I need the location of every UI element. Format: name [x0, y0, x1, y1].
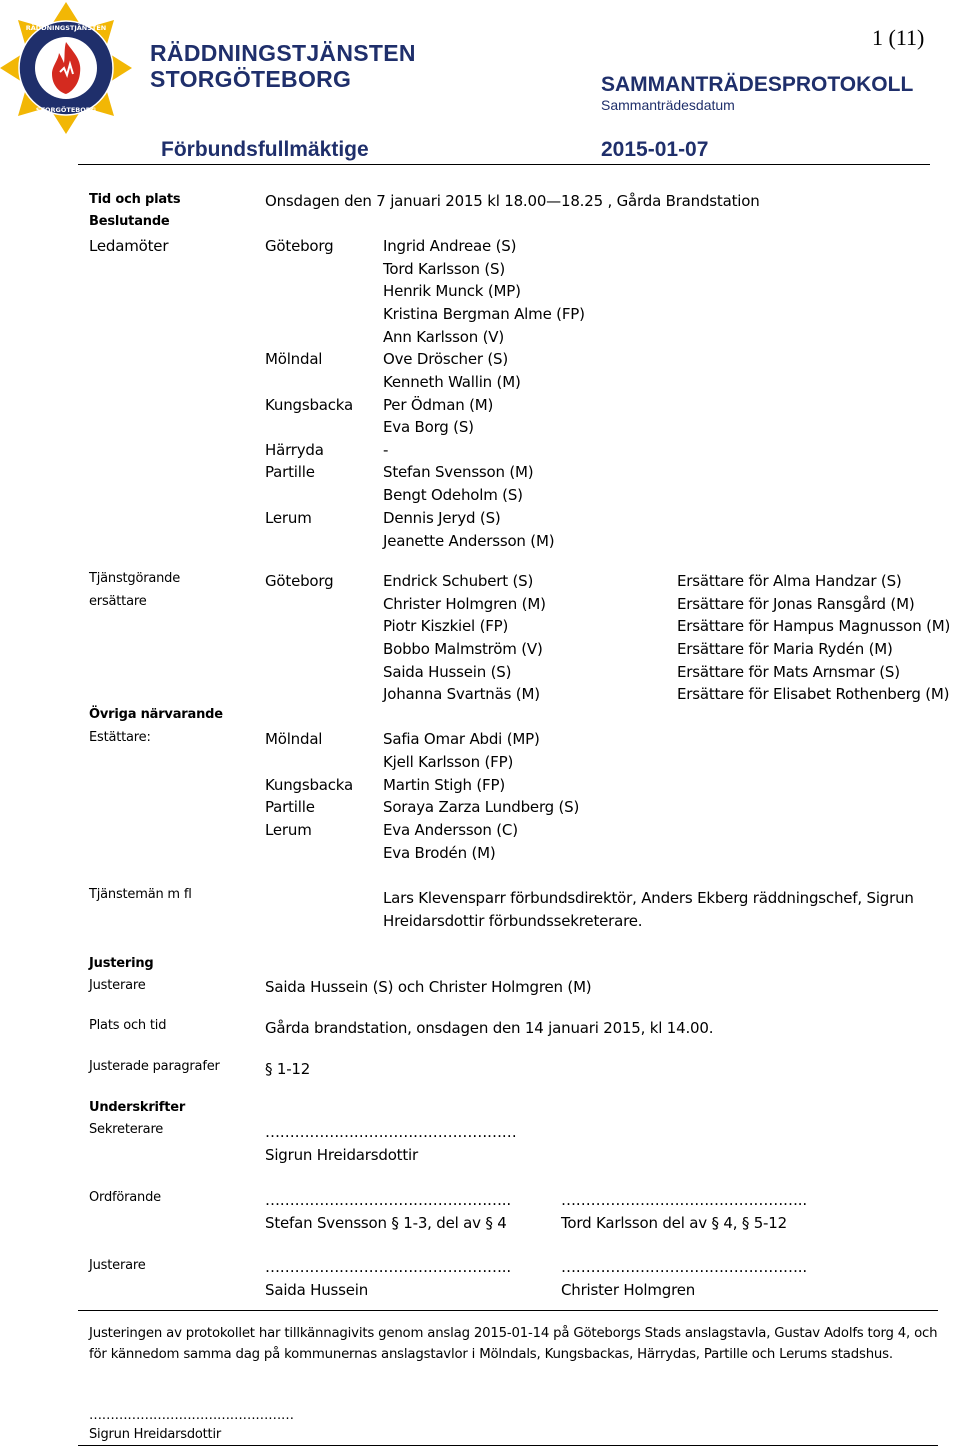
member-name: Eva Borg (S) [383, 418, 474, 436]
member-name: Ingrid Andreae (S) [383, 237, 517, 255]
ledamoter-municipality: Lerum [265, 509, 312, 527]
page-number: 1 (11) [872, 25, 925, 50]
attendee-name: Eva Andersson (C) [383, 821, 518, 839]
member-name: Jeanette Andersson (M) [383, 532, 555, 550]
tjanstgorande-municipality: Göteborg [265, 572, 334, 590]
member-name: Dennis Jeryd (S) [383, 509, 501, 527]
ledamoter-municipality: Mölndal [265, 350, 323, 368]
sekreterare-label: Sekreterare [89, 1122, 164, 1137]
logo-emblem [0, 0, 136, 138]
attendee-name: Eva Brodén (M) [383, 844, 496, 862]
substitute-name: Piotr Kiszkiel (FP) [383, 617, 509, 635]
signature-name: Sigrun Hreidarsdottir [265, 1146, 418, 1164]
member-name: Kristina Bergman Alme (FP) [383, 305, 585, 323]
estattare-label: Estättare: [89, 730, 151, 745]
ledamoter-municipality: Göteborg [265, 237, 334, 255]
signature-line: ………………………………………….. [561, 1258, 807, 1276]
substitute-for: Ersättare för Alma Handzar (S) [677, 572, 902, 590]
header-rule [78, 164, 930, 165]
attendee-name: Martin Stigh (FP) [383, 776, 505, 794]
member-name: - [383, 441, 389, 459]
justerare-value: Saida Hussein (S) och Christer Holmgren (M) [265, 978, 592, 996]
substitute-name: Bobbo Malmström (V) [383, 640, 543, 658]
substitute-for: Ersättare för Maria Rydén (M) [677, 640, 893, 658]
member-name: Kenneth Wallin (M) [383, 373, 521, 391]
member-name: Ove Dröscher (S) [383, 350, 509, 368]
paragrafer-value: § 1-12 [265, 1060, 311, 1078]
ledamoter-label: Ledamöter [89, 237, 169, 255]
justering-heading: Justering [89, 956, 154, 971]
org-name-line-1: RÄDDNINGSTJÄNSTEN [150, 40, 416, 66]
member-name: Stefan Svensson (M) [383, 463, 534, 481]
time-place-value: Onsdagen den 7 januari 2015 kl 18.00—18.25 , Gårda Brandstation [265, 192, 760, 210]
substitute-for: Ersättare för Mats Arnsmar (S) [677, 663, 900, 681]
substitute-name: Endrick Schubert (S) [383, 572, 534, 590]
ledamoter-municipality: Härryda [265, 441, 324, 459]
estattare-municipality: Lerum [265, 821, 312, 839]
substitute-name: Christer Holmgren (M) [383, 595, 546, 613]
member-name: Bengt Odeholm (S) [383, 486, 523, 504]
org-name-line-2: STORGÖTEBORG [150, 66, 352, 92]
plats-value: Gårda brandstation, onsdagen den 14 januari 2015, kl 14.00. [265, 1019, 714, 1037]
member-name: Per Ödman (M) [383, 396, 494, 414]
tjansteman-label: Tjänstemän m fl [89, 887, 192, 902]
body-name: Förbundsfullmäktige [161, 138, 369, 161]
estattare-municipality: Partille [265, 798, 315, 816]
underskrifter-heading: Underskrifter [89, 1100, 186, 1115]
estattare-municipality: Kungsbacka [265, 776, 354, 794]
member-name: Ann Karlsson (V) [383, 328, 504, 346]
substitute-for: Ersättare för Hampus Magnusson (M) [677, 617, 951, 635]
attendee-name: Safia Omar Abdi (MP) [383, 730, 540, 748]
tjanstgorande-label-2: ersättare [89, 594, 147, 609]
signature-name: Christer Holmgren [561, 1281, 696, 1299]
estattare-municipality: Mölndal [265, 730, 323, 748]
date-label: Sammanträdesdatum [601, 97, 735, 113]
member-name: Tord Karlsson (S) [383, 260, 505, 278]
signature-name: Tord Karlsson del av § 4, § 5-12 [561, 1214, 787, 1232]
ledamoter-municipality: Kungsbacka [265, 396, 354, 414]
attendee-name: Soraya Zarza Lundberg (S) [383, 798, 580, 816]
logo-ring-text: RÄDDNINGSTJÄNSTEN [25, 24, 107, 32]
beslutande-heading: Beslutande [89, 214, 170, 229]
signature-name: Stefan Svensson § 1-3, del av § 4 [265, 1214, 507, 1232]
substitute-for: Ersättare för Jonas Ransgård (M) [677, 595, 915, 613]
justerare-label: Justerare [89, 978, 146, 993]
justerare-sign-label: Justerare [89, 1258, 146, 1273]
plats-label: Plats och tid [89, 1018, 167, 1033]
substitute-name: Johanna Svartnäs (M) [383, 685, 540, 703]
tjansteman-text: Lars Klevensparr förbundsdirektör, Anders Ekberg räddningschef, Sigrun Hreidarsdottir förbundssekreterare. [383, 889, 914, 930]
signature-line: …………………………………………… [265, 1123, 517, 1141]
footer-signature-line: ………………………………………… [89, 1408, 294, 1423]
footer-signature-name: Sigrun Hreidarsdottir [89, 1427, 222, 1442]
substitute-for: Ersättare för Elisabet Rothenberg (M) [677, 685, 950, 703]
ledamoter-municipality: Partille [265, 463, 315, 481]
signature-line: ………………………………………….. [265, 1191, 511, 1209]
doc-type: SAMMANTRÄDESPROTOKOLL [601, 73, 914, 96]
footer-top-rule [78, 1310, 938, 1311]
member-name: Henrik Munck (MP) [383, 282, 521, 300]
signature-line: ………………………………………….. [561, 1191, 807, 1209]
time-place-label: Tid och plats [89, 192, 181, 207]
ovriga-heading: Övriga närvarande [89, 707, 223, 722]
tjanstgorande-label-1: Tjänstgörande [89, 571, 181, 586]
signature-name: Saida Hussein [265, 1281, 369, 1299]
footer-bottom-rule [78, 1445, 938, 1446]
svg-text:STORGÖTEBORG: STORGÖTEBORG [35, 106, 97, 114]
signature-line: ………………………………………….. [265, 1258, 511, 1276]
substitute-name: Saida Hussein (S) [383, 663, 512, 681]
meeting-date: 2015-01-07 [601, 138, 709, 161]
ordforande-label: Ordförande [89, 1190, 161, 1205]
attendee-name: Kjell Karlsson (FP) [383, 753, 514, 771]
paragrafer-label: Justerade paragrafer [89, 1059, 220, 1074]
announcement-text: Justeringen av protokollet har tillkännagivits genom anslag 2015-01-14 på Göteborgs Stads anslagstavla, Gustav Adolfs torg 4, och för kännedom samma dag på kommunernas anslagstavlor i Mölndals, Kungsbackas, Härrydas, Partille och Lerums stadshus. [89, 1326, 938, 1362]
